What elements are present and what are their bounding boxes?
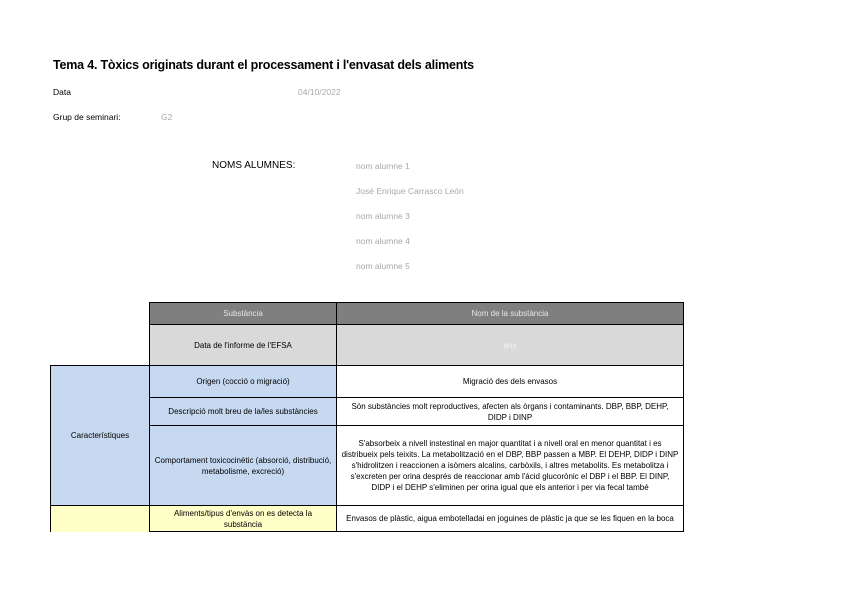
date-value[interactable]: 04/10/2022: [298, 87, 341, 97]
student-name-4[interactable]: nom alumne 4: [356, 236, 410, 246]
section-characteristics: Característiques: [51, 366, 150, 506]
student-name-2[interactable]: José Enrique Carrasco León: [356, 186, 464, 196]
food-label: Aliments/tipus d'envàs on es detecta la substància: [150, 506, 337, 532]
origin-value[interactable]: Migració des dels envasos: [337, 366, 684, 398]
date-label: Data: [53, 87, 71, 97]
group-value[interactable]: G2: [161, 112, 173, 122]
toxicokinetic-value[interactable]: S'absorbeix a nivell instestinal en major quantitat i a nivell oral en menor quantitat i es distribueix pels teixits. La metabolització en el DBP, BBP passen a MBP. El DEHP, DIDP i DINP s'hidrolitzen i reaccionen a isòmers alcalins, carbòxils, i altres metabolits. Es metabolitza i s'excreten per orina després de reaccionar amb l'àcid glucorònic el DBP i el BBP. El DINP, DIDP i el DEHP s'eliminen per orina igual que els anterior i per via fecal també: [337, 426, 684, 506]
empty-cell: [51, 325, 150, 366]
description-value[interactable]: Són substàncies molt reproductives, afecten als òrgans i contaminants. DBP, BBP, DEHP, DIDP i DINP: [337, 398, 684, 426]
food-value[interactable]: Envasos de plàstic, aigua embotelladai en joguines de plàstic ja que se les fiquen en la boca: [337, 506, 684, 532]
page-title: Tema 4. Tòxics originats durant el processament i l'envasat dels aliments: [53, 58, 474, 72]
toxicokinetic-label: Comportament toxicocinètic (absorció, distribució, metabolisme, excreció): [150, 426, 337, 506]
efsa-value[interactable]: any: [337, 325, 684, 366]
description-label: Descripció molt breu de la/les substàncies: [150, 398, 337, 426]
substance-label: Substància: [150, 303, 337, 325]
students-label: NOMS ALUMNES:: [212, 160, 296, 171]
substance-value[interactable]: Nom de la substància: [337, 303, 684, 325]
student-name-3[interactable]: nom alumne 3: [356, 211, 410, 221]
efsa-label: Data de l'informe de l'EFSA: [150, 325, 337, 366]
group-label: Grup de seminari:: [53, 112, 121, 122]
empty-cell: [51, 303, 150, 325]
student-name-5[interactable]: nom alumne 5: [356, 261, 410, 271]
origin-label: Origen (cocció o migració): [150, 366, 337, 398]
student-name-1[interactable]: nom alumne 1: [356, 161, 410, 171]
section-food: [51, 506, 150, 532]
substance-table: [50, 302, 684, 532]
